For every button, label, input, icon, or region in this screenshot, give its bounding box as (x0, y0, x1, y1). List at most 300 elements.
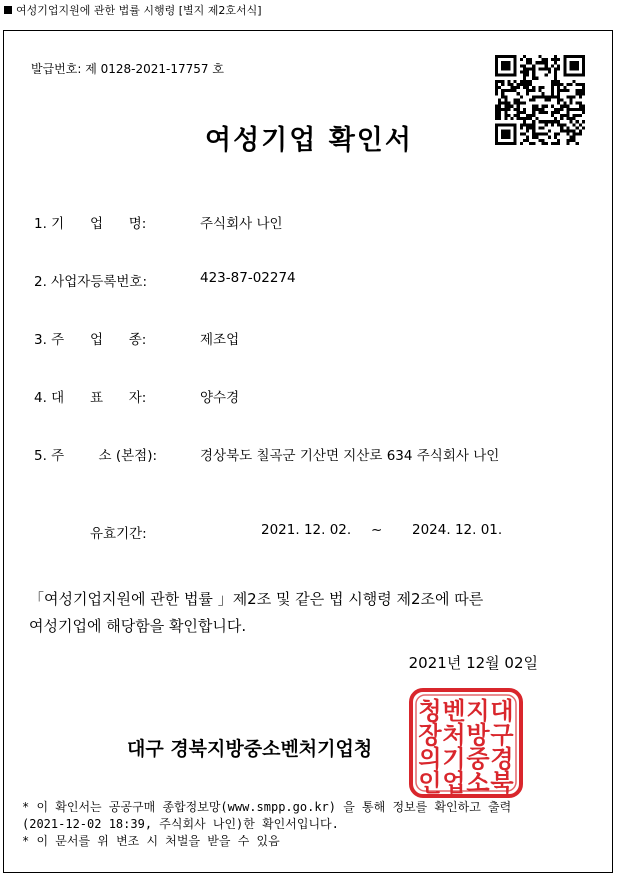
seal-glyph: 인 (418, 769, 442, 797)
qr-module (526, 114, 529, 117)
qr-module (551, 95, 554, 98)
qr-module (554, 71, 557, 74)
qr-module (557, 111, 560, 114)
qr-module (532, 77, 535, 80)
qr-module (551, 83, 554, 86)
qr-module (542, 111, 545, 114)
qr-module (569, 74, 572, 77)
qr-module (514, 55, 517, 58)
qr-module (520, 64, 523, 67)
qr-module (582, 55, 585, 58)
qr-module (582, 61, 585, 64)
seal-glyph: 경 (490, 745, 514, 773)
qr-module (557, 67, 560, 70)
qr-module (504, 55, 507, 58)
qr-module (501, 83, 504, 86)
qr-module (495, 58, 498, 61)
qr-module (582, 64, 585, 67)
qr-module (511, 74, 514, 77)
qr-module (526, 80, 529, 83)
qr-module (576, 64, 579, 67)
qr-module (551, 105, 554, 108)
qr-module (554, 58, 557, 61)
qr-module (551, 92, 554, 95)
qr-module (526, 61, 529, 64)
qr-module (511, 86, 514, 89)
qr-module (569, 102, 572, 105)
qr-module (560, 98, 563, 101)
qr-module (545, 74, 548, 77)
qr-module (582, 89, 585, 92)
qr-module (517, 108, 520, 111)
qr-module (495, 105, 498, 108)
qr-module (573, 108, 576, 111)
qr-module (532, 67, 535, 70)
item-value: 423-87-02274 (200, 270, 296, 286)
footnote: * 이 문서를 위 변조 시 처벌을 받을 수 있음 (22, 834, 280, 848)
qr-module (576, 55, 579, 58)
qr-module (495, 55, 498, 58)
qr-module (563, 102, 566, 105)
qr-module (498, 74, 501, 77)
qr-module (495, 114, 498, 117)
item-label: 3. 주 업 종: (34, 332, 147, 348)
seal-glyph: 지 (466, 697, 490, 725)
qr-module (560, 89, 563, 92)
qr-module (498, 114, 501, 117)
qr-module (507, 114, 510, 117)
qr-module (495, 64, 498, 67)
qr-module (579, 105, 582, 108)
qr-module (579, 92, 582, 95)
qr-module (526, 58, 529, 61)
qr-module (523, 55, 526, 58)
qr-module (569, 98, 572, 101)
qr-module (545, 105, 548, 108)
qr-module (504, 108, 507, 111)
qr-module (582, 111, 585, 114)
qr-module (517, 86, 520, 89)
seal-glyph: 기 (442, 745, 466, 773)
qr-module (569, 55, 572, 58)
qr-module (582, 83, 585, 86)
qr-module (573, 114, 576, 117)
qr-module (566, 108, 569, 111)
validity-separator: ~ (371, 522, 383, 538)
qr-module (542, 108, 545, 111)
qr-module (573, 64, 576, 67)
qr-module (495, 74, 498, 77)
qr-module (520, 80, 523, 83)
qr-module (557, 89, 560, 92)
qr-module (582, 108, 585, 111)
qr-module (495, 111, 498, 114)
qr-module (554, 95, 557, 98)
qr-module (507, 64, 510, 67)
qr-module (514, 58, 517, 61)
qr-module (501, 108, 504, 111)
qr-module (542, 86, 545, 89)
qr-module (523, 74, 526, 77)
qr-module (548, 71, 551, 74)
qr-module (579, 83, 582, 86)
qr-module (535, 77, 538, 80)
qr-module (569, 67, 572, 70)
qr-module (523, 71, 526, 74)
qr-module (563, 74, 566, 77)
qr-module (507, 67, 510, 70)
qr-module (529, 89, 532, 92)
qr-module (554, 80, 557, 83)
qr-module (498, 98, 501, 101)
qr-module (545, 64, 548, 67)
form-header (4, 2, 262, 18)
qr-module (566, 114, 569, 117)
qr-module (573, 74, 576, 77)
qr-module (569, 61, 572, 64)
qr-module (523, 111, 526, 114)
qr-module (557, 86, 560, 89)
square-bullet-icon (4, 6, 12, 14)
qr-module (545, 98, 548, 101)
qr-module (520, 58, 523, 61)
qr-module (511, 105, 514, 108)
qr-module (523, 80, 526, 83)
qr-module (538, 86, 541, 89)
qr-module (563, 89, 566, 92)
qr-module (495, 71, 498, 74)
qr-module (498, 105, 501, 108)
qr-module (576, 108, 579, 111)
qr-module (548, 98, 551, 101)
qr-module (514, 61, 517, 64)
qr-module (498, 80, 501, 83)
qr-module (576, 83, 579, 86)
qr-module (504, 114, 507, 117)
qr-module (520, 111, 523, 114)
qr-module (504, 74, 507, 77)
qr-module (566, 55, 569, 58)
qr-module (569, 108, 572, 111)
qr-module (495, 92, 498, 95)
seal-glyph: 방 (466, 721, 490, 749)
qr-module (557, 98, 560, 101)
qr-module (504, 105, 507, 108)
qr-module (514, 74, 517, 77)
qr-module (501, 64, 504, 67)
qr-module (523, 86, 526, 89)
seal-glyph: 장 (418, 721, 442, 749)
qr-module (498, 108, 501, 111)
qr-module (507, 61, 510, 64)
qr-module (526, 92, 529, 95)
qr-module (514, 86, 517, 89)
qr-module (542, 61, 545, 64)
qr-module (566, 105, 569, 108)
qr-module (532, 108, 535, 111)
qr-module (579, 74, 582, 77)
qr-module (551, 114, 554, 117)
qr-module (582, 86, 585, 89)
qr-module (573, 80, 576, 83)
qr-module (501, 61, 504, 64)
qr-module (573, 61, 576, 64)
qr-module (582, 58, 585, 61)
qr-module (517, 98, 520, 101)
qr-module (545, 58, 548, 61)
qr-module (507, 83, 510, 86)
qr-module (495, 83, 498, 86)
qr-module (520, 102, 523, 105)
qr-module (520, 95, 523, 98)
item-label: 5. 주 소 (본점): (34, 448, 158, 464)
qr-module (504, 61, 507, 64)
seal-glyph: 처 (442, 721, 466, 749)
qr-module (504, 64, 507, 67)
qr-module (563, 58, 566, 61)
qr-module (557, 92, 560, 95)
qr-module (511, 83, 514, 86)
qr-module (504, 98, 507, 101)
qr-module (517, 111, 520, 114)
form-header-text: 여성기업지원에 관한 법률 시행령 [별지 제2호서식] (16, 4, 262, 17)
qr-module (557, 80, 560, 83)
qr-module (535, 61, 538, 64)
qr-module (501, 102, 504, 105)
qr-module (514, 71, 517, 74)
qr-module (579, 55, 582, 58)
qr-module (535, 105, 538, 108)
qr-module (532, 105, 535, 108)
qr-module (501, 74, 504, 77)
item-value: 제조업 (200, 332, 240, 348)
qr-module (514, 89, 517, 92)
qr-module (529, 80, 532, 83)
qr-module (511, 55, 514, 58)
qr-module (551, 80, 554, 83)
qr-module (576, 102, 579, 105)
qr-module (532, 95, 535, 98)
qr-module (501, 92, 504, 95)
qr-module (507, 105, 510, 108)
qr-module (569, 64, 572, 67)
statement-line: 「여성기업지원에 관한 법률 」제2조 및 같은 법 시행령 제2조에 따른 (29, 590, 484, 608)
qr-module (507, 74, 510, 77)
qr-module (557, 95, 560, 98)
qr-module (557, 108, 560, 111)
qr-module (535, 108, 538, 111)
qr-module (523, 77, 526, 80)
qr-module (560, 105, 563, 108)
qr-module (523, 64, 526, 67)
qr-module (576, 114, 579, 117)
qr-module (529, 67, 532, 70)
qr-module (579, 95, 582, 98)
qr-module (511, 89, 514, 92)
validity-label: 유효기간: (90, 526, 147, 542)
qr-module (504, 111, 507, 114)
qr-module (563, 67, 566, 70)
qr-module (507, 89, 510, 92)
qr-module (520, 71, 523, 74)
document-title: 여성기업 확인서 (205, 125, 413, 156)
seal-glyph: 북 (490, 769, 514, 797)
qr-module (501, 95, 504, 98)
qr-module (495, 89, 498, 92)
qr-module (545, 111, 548, 114)
seal-glyph: 청 (418, 697, 442, 725)
qr-module (554, 108, 557, 111)
qr-module (529, 61, 532, 64)
qr-module (563, 114, 566, 117)
issuer-name: 대구 경북지방중소벤처기업청 (127, 738, 373, 760)
qr-module (554, 55, 557, 58)
qr-module (507, 80, 510, 83)
qr-module (582, 92, 585, 95)
qr-module (526, 74, 529, 77)
qr-module (523, 102, 526, 105)
qr-module (542, 58, 545, 61)
confirmation-statement (29, 586, 569, 640)
qr-module (582, 67, 585, 70)
qr-module (582, 71, 585, 74)
seal-glyph: 소 (466, 769, 490, 797)
qr-module (542, 67, 545, 70)
qr-module (563, 61, 566, 64)
qr-module (554, 83, 557, 86)
seal-glyph: 구 (490, 721, 514, 749)
qr-module (579, 89, 582, 92)
footnote: (2021-12-02 18:39, 주식회사 나인)한 확인서입니다. (22, 817, 339, 831)
qr-module (526, 83, 529, 86)
qr-module (529, 98, 532, 101)
qr-module (517, 83, 520, 86)
qr-module (566, 74, 569, 77)
qr-module (560, 108, 563, 111)
statement-line: 여성기업에 해당함을 확인합니다. (29, 617, 247, 635)
qr-module (566, 89, 569, 92)
qr-module (535, 95, 538, 98)
issue-number: 발급번호: 제 0128-2021-17757 호 (31, 62, 224, 76)
qr-module (517, 114, 520, 117)
qr-module (507, 55, 510, 58)
qr-module (554, 61, 557, 64)
qr-module (514, 102, 517, 105)
issue-date: 2021년 12월 02일 (408, 654, 538, 672)
qr-module (538, 89, 541, 92)
qr-module (532, 71, 535, 74)
qr-module (495, 67, 498, 70)
qr-module (514, 80, 517, 83)
qr-module (548, 67, 551, 70)
seal-glyph: 중 (466, 745, 490, 773)
qr-module (495, 108, 498, 111)
qr-module (532, 111, 535, 114)
item-label: 2. 사업자등록번호: (34, 274, 148, 290)
item-value: 경상북도 칠곡군 기산면 지산로 634 주식회사 나인 (200, 448, 500, 464)
qr-module (529, 114, 532, 117)
qr-module (495, 86, 498, 89)
item-label: 4. 대 표 자: (34, 390, 147, 406)
qr-module (501, 55, 504, 58)
qr-module (563, 71, 566, 74)
qr-module (566, 83, 569, 86)
qr-module (545, 61, 548, 64)
qr-module (576, 74, 579, 77)
qr-module (529, 58, 532, 61)
qr-module (551, 64, 554, 67)
qr-module (514, 108, 517, 111)
qr-module (551, 111, 554, 114)
qr-module (501, 80, 504, 83)
seal-glyph: 업 (442, 769, 466, 797)
qr-module (532, 89, 535, 92)
qr-module (542, 92, 545, 95)
qr-module (576, 61, 579, 64)
qr-module (545, 67, 548, 70)
qr-module (560, 114, 563, 117)
item-label: 1. 기 업 명: (34, 216, 147, 232)
qr-module (557, 102, 560, 105)
item-value: 주식회사 나인 (200, 216, 283, 232)
qr-module (538, 61, 541, 64)
qr-module (576, 92, 579, 95)
qr-module (566, 111, 569, 114)
qr-module (504, 89, 507, 92)
qr-module (573, 67, 576, 70)
qr-module (507, 102, 510, 105)
qr-module (498, 55, 501, 58)
qr-module (498, 111, 501, 114)
qr-module (498, 102, 501, 105)
qr-module (566, 95, 569, 98)
qr-module (542, 95, 545, 98)
qr-module (551, 89, 554, 92)
qr-module (501, 89, 504, 92)
qr-module (526, 89, 529, 92)
qr-module (520, 83, 523, 86)
validity-end: 2024. 12. 01. (412, 522, 503, 538)
qr-module (532, 86, 535, 89)
qr-module (579, 108, 582, 111)
qr-module (526, 67, 529, 70)
footnotes (22, 799, 511, 850)
qr-module (551, 86, 554, 89)
qr-module (523, 83, 526, 86)
qr-module (569, 95, 572, 98)
qr-module (514, 67, 517, 70)
official-seal (408, 687, 524, 799)
qr-module (551, 58, 554, 61)
qr-module (514, 114, 517, 117)
validity-start: 2021. 12. 02. (261, 522, 352, 538)
qr-module (538, 108, 541, 111)
qr-module (569, 83, 572, 86)
qr-module (554, 67, 557, 70)
qr-module (514, 98, 517, 101)
qr-module (507, 108, 510, 111)
qr-module (529, 83, 532, 86)
qr-module (517, 102, 520, 105)
qr-module (504, 102, 507, 105)
qr-module (532, 74, 535, 77)
qr-module (532, 98, 535, 101)
qr-module (545, 95, 548, 98)
qr-module (526, 86, 529, 89)
qr-module (582, 74, 585, 77)
qr-module (517, 92, 520, 95)
qr-module (501, 67, 504, 70)
